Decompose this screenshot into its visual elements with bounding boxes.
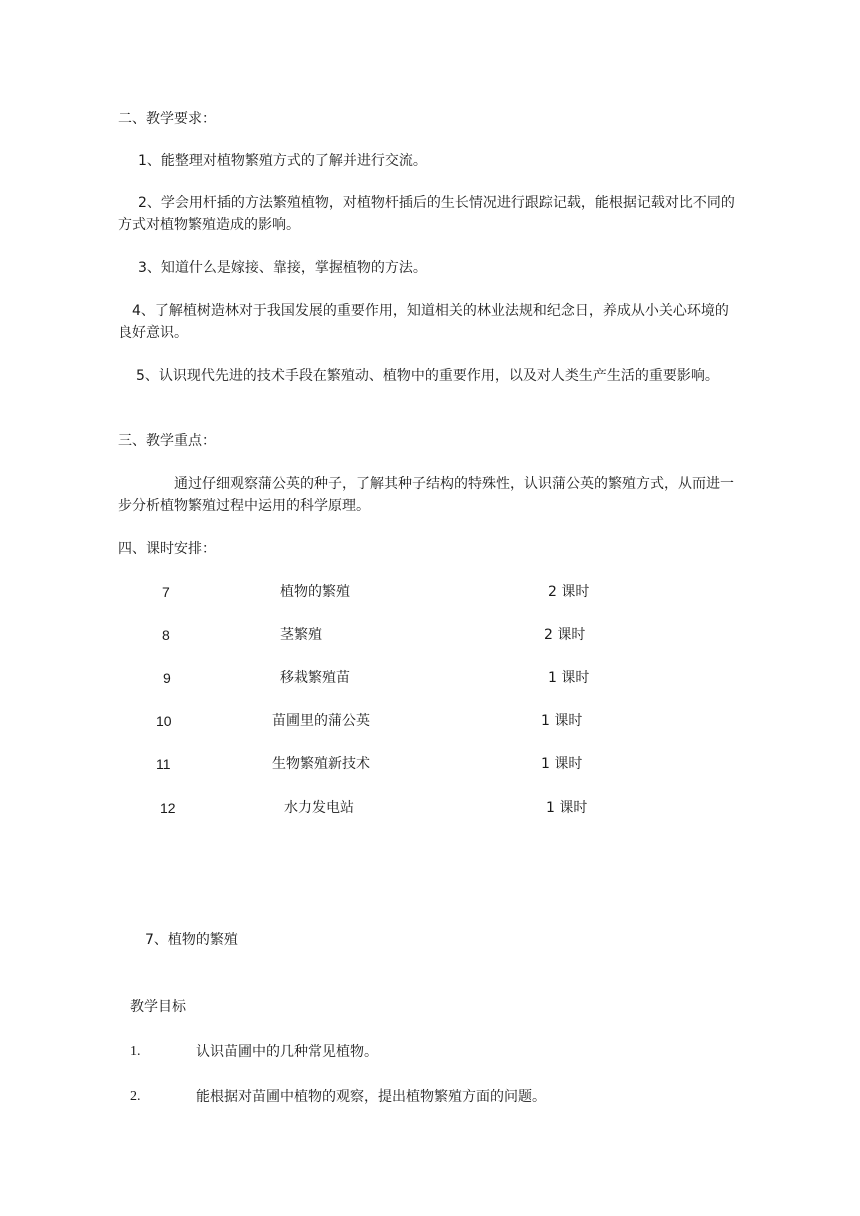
schedule-lesson-title: 移栽繁殖苗 xyxy=(280,670,350,686)
schedule-lesson-title: 生物繁殖新技术 xyxy=(272,756,370,772)
schedule-lesson-title: 植物的繁殖 xyxy=(280,584,350,600)
lesson-title: 7、植物的繁殖 xyxy=(145,932,238,948)
requirement-item-5: 5、认识现代先进的技术手段在繁殖动、植物中的重要作用，以及对人类生产生活的重要影响。 xyxy=(136,368,719,384)
schedule-lesson-number: 10 xyxy=(156,713,172,729)
schedule-lesson-hours: 1 课时 xyxy=(541,713,583,729)
section-heading-requirements: 二、教学要求： xyxy=(118,111,216,127)
objectives-heading: 教学目标 xyxy=(130,999,186,1015)
schedule-lesson-title: 茎繁殖 xyxy=(280,627,322,643)
objective-text: 认识苗圃中的几种常见植物。 xyxy=(196,1044,378,1060)
schedule-lesson-hours: 1 课时 xyxy=(541,756,583,772)
key-points-paragraph: 通过仔细观察蒲公英的种子，了解其种子结构的特殊性，认识蒲公英的繁殖方式，从而进一步分析植物繁殖过程中运用的科学原理。 xyxy=(118,476,734,514)
objective-number: 2. xyxy=(130,1089,141,1104)
schedule-lesson-hours: 2 课时 xyxy=(548,584,590,600)
schedule-lesson-hours: 1 课时 xyxy=(548,670,590,686)
schedule-lesson-number: 12 xyxy=(160,800,176,816)
schedule-lesson-title: 苗圃里的蒲公英 xyxy=(272,713,370,729)
objective-number: 1. xyxy=(130,1044,141,1059)
requirement-item-3: 3、知道什么是嫁接、靠接，掌握植物的方法。 xyxy=(138,260,427,276)
requirement-item-4: 4、了解植树造林对于我国发展的重要作用，知道相关的林业法规和纪念日，养成从小关心环境的良好意识。 xyxy=(118,303,729,341)
schedule-lesson-title: 水力发电站 xyxy=(284,800,354,816)
requirement-item-2: 2、学会用杆插的方法繁殖植物，对植物杆插后的生长情况进行跟踪记载，能根据记载对比不同的方式对植物繁殖造成的影响。 xyxy=(118,195,735,233)
objective-text: 能根据对苗圃中植物的观察，提出植物繁殖方面的问题。 xyxy=(196,1089,546,1105)
schedule-lesson-hours: 1 课时 xyxy=(546,800,588,816)
schedule-lesson-number: 7 xyxy=(162,584,170,600)
schedule-lesson-number: 8 xyxy=(162,627,170,643)
schedule-lesson-hours: 2 课时 xyxy=(544,627,586,643)
schedule-lesson-number: 9 xyxy=(163,670,171,686)
schedule-lesson-number: 11 xyxy=(156,756,171,772)
section-heading-schedule: 四、课时安排： xyxy=(118,541,216,557)
section-heading-key-points: 三、教学重点： xyxy=(118,433,216,449)
requirement-item-1: 1、能整理对植物繁殖方式的了解并进行交流。 xyxy=(138,153,427,169)
